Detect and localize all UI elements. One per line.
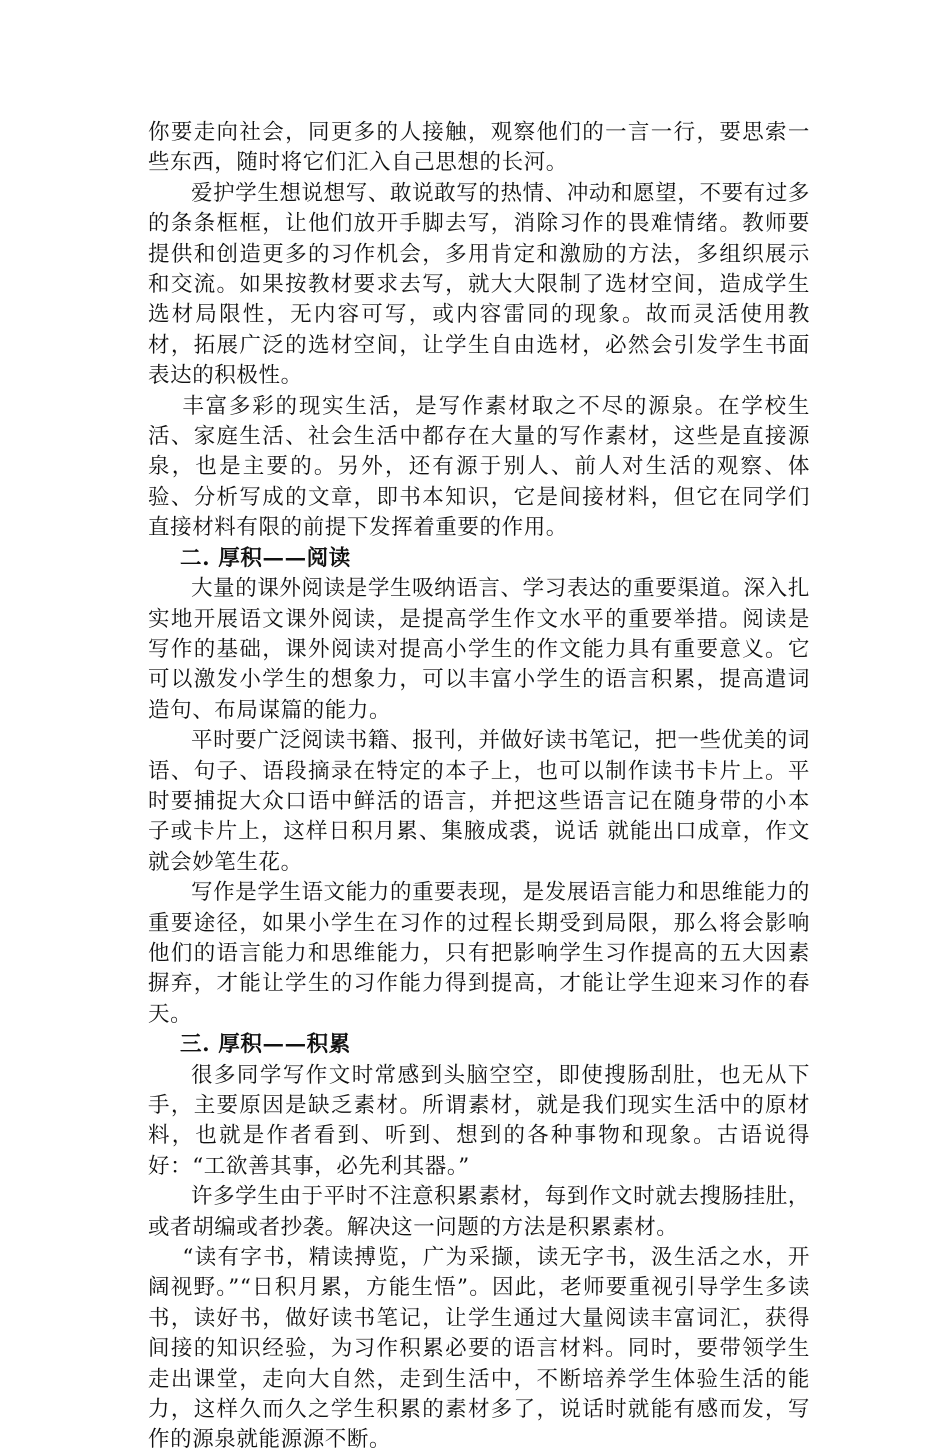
section-heading-accumulation: 三. 厚积——积累 [180, 1032, 351, 1058]
paragraph-lack-of-material: 很多同学写作文时常感到头脑空空，即使搜肠刮肚，也无从下手，主要原因是缺乏素材。所谓素材，就是我们现实生活中的原材料，也就是作者看到、听到、想到的各种事物和现象。古语说得好：“工欲善其事，必先利其器。” [148, 1062, 810, 1179]
paragraph-reading-notes: 平时要广泛阅读书籍、报刊，并做好读书笔记，把一些优美的词语、句子、语段摘录在特定的本子上，也可以制作读书卡片上。平时要捕捉大众口语中鲜活的语言，并把这些语言记在随身带的小本子或卡片上，这样日积月累、集腋成裘，说话 就能出口成章，作文就会妙笔生花。 [148, 728, 810, 875]
document-page [148, 118, 810, 1456]
paragraph-accumulate-material: 许多学生由于平时不注意积累素材，每到作文时就去搜肠挂肚，或者胡编或者抄袭。解决这一问题的方法是积累素材。 [148, 1184, 810, 1240]
paragraph-encourage-writing: 爱护学生想说想写、敢说敢写的热情、冲动和愿望，不要有过多的条条框框，让他们放开手脚去写，消除习作的畏难情绪。教师要提供和创造更多的习作机会，多用肯定和激励的方法，多组织展示和交流。如果按教材要求去写，就大大限制了选材空间，造成学生选材局限性，无内容可写，或内容雷同的现象。故而灵活使用教材，拓展广泛的选材空间，让学生自由选材，必然会引发学生书面表达的积极性。 [148, 180, 810, 389]
section-heading-reading: 二. 厚积——阅读 [180, 545, 351, 571]
paragraph-real-life-source: 丰富多彩的现实生活，是写作素材取之不尽的源泉。在学校生活、家庭生活、社会生活中都存在大量的写作素材，这些是直接源泉，也是主要的。另外，还有源于别人、前人对生活的观察、体验、分析写成的文章，即书本知识，它是间接材料，但它在同学们直接材料有限的前提下发挥着重要的作用。 [148, 393, 810, 541]
paragraph-writing-importance: 写作是学生语文能力的重要表现，是发展语言能力和思维能力的重要途径，如果小学生在习作的过程长期受到局限，那么将会影响他们的语言能力和思维能力，只有把影响学生习作提高的五大因素摒弃，才能让学生的习作能力得到提高，才能让学生迎来习作的春天。 [148, 880, 810, 1027]
paragraph-read-books: “读有字书，精读搏览，广为采撷，读无字书，汲生活之水，开阔视野。”“日积月累，方能生悟”。因此，老师要重视引导学生多读书，读好书，做好读书笔记，让学生通过大量阅读丰富词汇，获得间接的知识经验，为习作积累必要的语言材料。同时，要带领学生走出课堂，走向大自然，走到生活中，不断培养学生体验生活的能力，这样久而久之学生积累的素材多了，说话时就能有感而发，写作的源泉就能源源不断。 [148, 1245, 810, 1453]
paragraph-extracurricular-reading: 大量的课外阅读是学生吸纳语言、学习表达的重要渠道。深入扎实地开展语文课外阅读，是提高学生作文水平的重要举措。阅读是写作的基础，课外阅读对提高小学生的作文能力具有重要意义。它可以激发小学生的想象力，可以丰富小学生的语言积累，提高遣词造句、布局谋篇的能力。 [148, 576, 810, 723]
paragraph-continuation: 你要走向社会，同更多的人接触，观察他们的一言一行，要思索一些东西，随时将它们汇入自己思想的长河。 [148, 120, 810, 176]
